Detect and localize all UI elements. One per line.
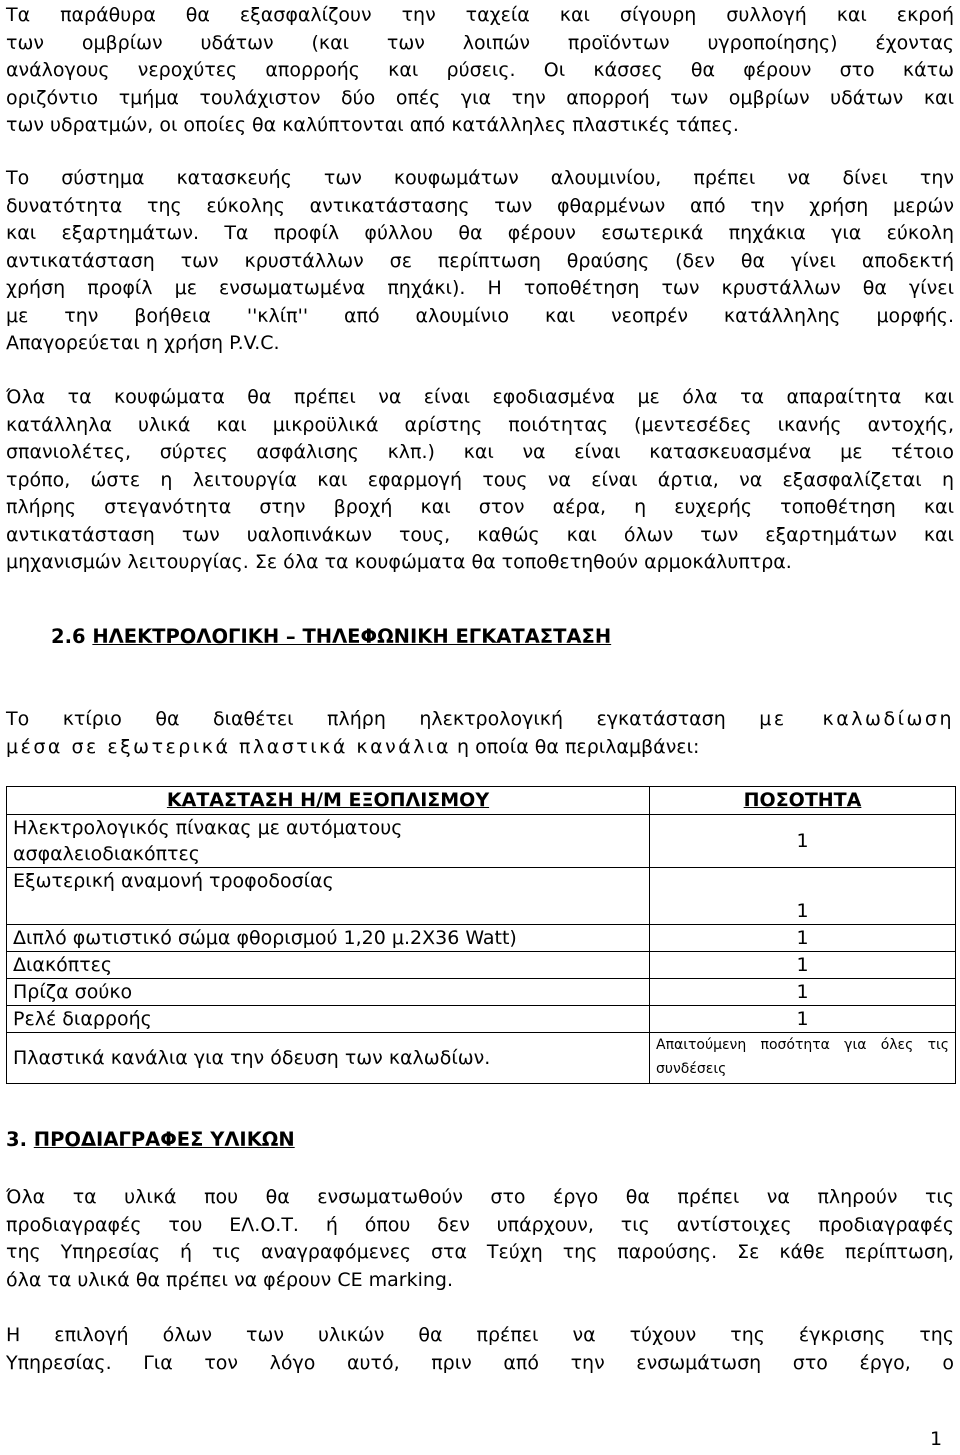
paragraph-aluminium-system xyxy=(6,165,954,358)
table-row xyxy=(7,979,956,1006)
text-line: Απαγορεύεται η χρήση P.V.C. xyxy=(6,332,280,354)
text-line xyxy=(6,706,954,734)
item-text: ασφαλειοδιακόπτες xyxy=(13,843,200,865)
item-text: Ηλεκτρολογικός πίνακας με αυτόματους xyxy=(13,817,403,839)
item-cell: Πλαστικά κανάλια για την όδευση των καλωδίων. xyxy=(7,1033,650,1084)
section-heading-3 xyxy=(6,1128,295,1151)
text-line: πλήρης στεγανότητα στην βροχή και στον αέρα, η ευχερής τοποθέτηση και xyxy=(6,496,954,518)
paragraph-window-drainage xyxy=(6,2,954,140)
text-line: της Υπηρεσίας ή τις αναγραφόμενες στα Τεύχη της παρούσης. Σε κάθε περίπτωση, xyxy=(6,1241,954,1263)
text-line: ανάλογους νεροχύτες απορροής και ρύσεις. Οι κάσσες θα φέρουν στο κάτω xyxy=(6,59,954,81)
table-row xyxy=(7,925,956,952)
text-line: Όλα τα κουφώματα θα πρέπει να είναι εφοδιασμένα με όλα τα απαραίτητα και xyxy=(6,386,954,408)
qty-cell: 1 xyxy=(650,979,956,1006)
item-cell: Ρελέ διαρροής xyxy=(7,1006,650,1033)
text-run: Το κτίριο θα διαθέτει πλήρη ηλεκτρολογική εγκατάσταση xyxy=(6,708,760,730)
text-line: σπανιολέτες, σύρτες ασφάλισης κλπ.) και να είναι κατασκευασμένα με τέτοιο xyxy=(6,441,954,463)
table-header-row xyxy=(7,787,956,815)
header-equipment: ΚΑΤΑΣΤΑΣΗ Η/Μ ΕΞΟΠΛΙΣΜΟΥ xyxy=(7,787,650,815)
text-line: Το σύστημα κατασκευής των κουφωμάτων αλουμινίου, πρέπει να δίνει την xyxy=(6,167,954,189)
text-line: προδιαγραφές του ΕΛ.Ο.Τ. ή όπου δεν υπάρχουν, τις αντίστοιχες προδιαγραφές xyxy=(6,1213,954,1236)
text-line: δυνατότητα της εύκολης αντικατάστασης των φθαρμένων από την χρήση μερών xyxy=(6,194,954,217)
text-line xyxy=(6,734,954,762)
table-row xyxy=(7,1006,956,1033)
item-text: Εξωτερική αναμονή τροφοδοσίας xyxy=(13,870,334,892)
text-run: η οποία θα περιλαμβάνει: xyxy=(451,735,700,758)
section-title: ΠΡΟΔΙΑΓΡΑΦΕΣ ΥΛΙΚΩΝ xyxy=(33,1128,295,1151)
equipment-table xyxy=(6,786,956,1084)
text-line: Υπηρεσίας. Για τον λόγο αυτό, πριν από την ενσωμάτωση στο έργο, ο xyxy=(6,1351,954,1374)
section-number: 2.6 xyxy=(51,625,86,648)
text-line: τρόπο, ώστε η λειτουργία και εφαρμογή τους να είναι άρτια, να εξασφαλίζεται η xyxy=(6,468,954,491)
table-row xyxy=(7,815,956,868)
text-line: αντικατάσταση των υαλοπινάκων τους, καθώς και όλων των εξαρτημάτων και xyxy=(6,523,954,546)
qty-cell: 1 xyxy=(650,868,956,925)
table-row xyxy=(7,868,956,925)
paragraph-frames-equipment xyxy=(6,384,954,577)
text-line: αντικατάσταση των κρυστάλλων σε περίπτωση θραύσης (δεν θα γίνει αποδεκτή xyxy=(6,249,954,272)
header-quantity: ΠΟΣΟΤΗΤΑ xyxy=(650,787,956,815)
text-line: κατάλληλα υλικά και μικροϋλικά αρίστης ποιότητας (μεντεσέδες ικανής αντοχής, xyxy=(6,413,954,436)
qty-cell: Απαιτούμενη ποσότητα για όλες τις συνδέσεις xyxy=(650,1033,956,1084)
text-line: των ομβρίων υδάτων (και των λοιπών προϊόντων υγροποίησης) έχοντας xyxy=(6,31,954,54)
text-line: μηχανισμών λειτουργίας. Σε όλα τα κουφώματα θα τοποθετηθούν αρμοκάλυπτρα. xyxy=(6,551,792,573)
qty-cell: 1 xyxy=(650,1006,956,1033)
text-line: χρήση προφίλ με ενσωματωμένα πηχάκι). Η τοποθέτηση των κρυστάλλων θα γίνει xyxy=(6,277,954,299)
qty-cell: 1 xyxy=(650,952,956,979)
item-cell: Διακόπτες xyxy=(7,952,650,979)
item-cell: Διπλό φωτιστικό σώμα φθορισμού 1,20 μ.2Χ36 Watt) xyxy=(7,925,650,952)
paragraph-material-specs xyxy=(6,1184,954,1294)
text-run-spaced: με καλωδίωση xyxy=(759,708,954,730)
qty-cell: 1 xyxy=(650,815,956,868)
section-title: ΗΛΕΚΤΡΟΛΟΓΙΚΗ – ΤΗΛΕΦΩΝΙΚΗ ΕΓΚΑΤΑΣΤΑΣΗ xyxy=(92,625,612,648)
text-line: οριζόντιο τμήμα τουλάχιστον δύο οπές για την απορροή των ομβρίων υδάτων και xyxy=(6,86,954,109)
text-run-spaced: μέσα σε εξωτερικά πλαστικά κανάλια xyxy=(6,735,451,758)
section-heading-2-6 xyxy=(51,625,611,648)
text-line: και εξαρτημάτων. Τα προφίλ φύλλου θα φέρουν εσωτερικά πηχάκια για εύκολη xyxy=(6,222,954,244)
text-line: Τα παράθυρα θα εξασφαλίζουν την ταχεία και σίγουρη συλλογή και εκροή xyxy=(6,4,954,26)
paragraph-electrical-intro xyxy=(6,706,954,761)
page-number: 1 xyxy=(930,1428,943,1450)
item-cell xyxy=(7,868,650,925)
text-line: Η επιλογή όλων των υλικών θα πρέπει να τύχουν της έγκρισης της xyxy=(6,1324,954,1346)
qty-cell: 1 xyxy=(650,925,956,952)
section-number: 3. xyxy=(6,1128,27,1151)
text-line: Όλα τα υλικά που θα ενσωματωθούν στο έργο θα πρέπει να πληρούν τις xyxy=(6,1186,954,1208)
text-line: των υδρατμών, οι οποίες θα καλύπτονται από κατάλληλες πλαστικές τάπες. xyxy=(6,114,739,136)
item-cell: Πρίζα σούκο xyxy=(7,979,650,1006)
item-cell xyxy=(7,815,650,868)
text-line: όλα τα υλικά θα πρέπει να φέρουν CE marking. xyxy=(6,1268,454,1291)
text-line: με την βοήθεια ''κλίπ'' από αλουμίνιο και νεοπρέν κατάλληλης μορφής. xyxy=(6,304,954,327)
paragraph-material-approval xyxy=(6,1322,954,1377)
table-row xyxy=(7,1033,956,1084)
table-row xyxy=(7,952,956,979)
